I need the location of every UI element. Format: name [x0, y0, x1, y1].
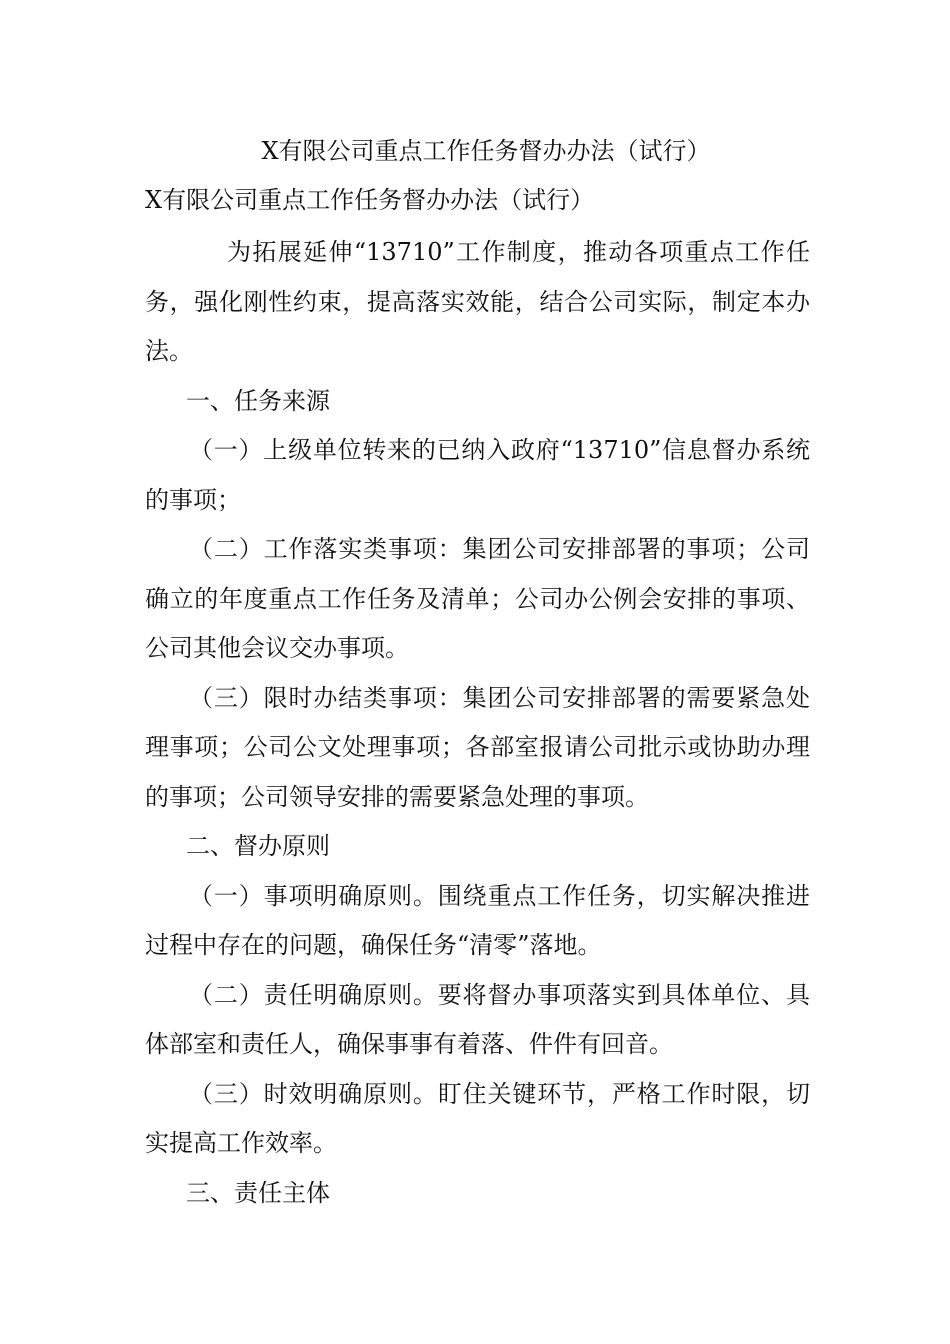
section-heading-principles: 二、督办原则 — [186, 832, 330, 860]
intro-paragraph: 为拓展延伸“13710”工作制度，推动各项重点工作任务，强化刚性约束，提高落实效能，结合公司实际，制定本办法。 — [145, 238, 810, 365]
source-item-2: （二）工作落实类事项：集团公司安排部署的事项；公司确立的年度重点工作任务及清单；公司办公例会安排的事项、公司其他会议交办事项。 — [145, 535, 810, 662]
document-title: X有限公司重点工作任务督办办法（试行） — [261, 137, 711, 165]
document-title-repeat: X有限公司重点工作任务督办办法（试行） — [145, 186, 595, 214]
section-heading-sources: 一、任务来源 — [186, 386, 330, 415]
source-item-3: （三）限时办结类事项：集团公司安排部署的需要紧急处理事项；公司公文处理事项；各部室报请公司批示或协助办理的事项；公司领导安排的需要紧急处理的事项。 — [145, 683, 810, 811]
principle-item-1: （一）事项明确原则。围绕重点工作任务，切实解决推进过程中存在的问题，确保任务“清零”落地。 — [145, 881, 810, 959]
section-heading-responsibility: 三、责任主体 — [186, 1178, 330, 1207]
document-body — [145, 228, 810, 1218]
principle-item-2: （二）责任明确原则。要将督办事项落实到具体单位、具体部室和责任人，确保事事有着落、件件有回音。 — [145, 980, 810, 1058]
source-item-1: （一）上级单位转来的已纳入政府“13710”信息督办系统的事项； — [145, 436, 810, 514]
principle-item-3: （三）时效明确原则。盯住关键环节，严格工作时限，切实提高工作效率。 — [145, 1079, 810, 1157]
